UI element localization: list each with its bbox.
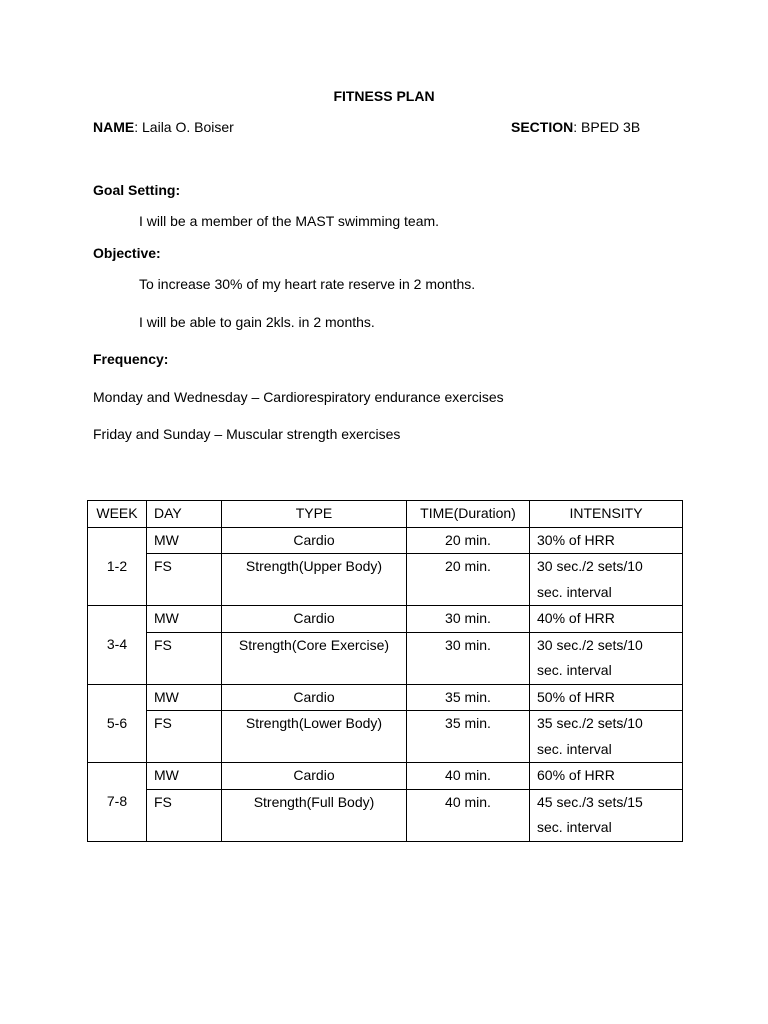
fitness-plan-table: [87, 500, 683, 842]
intensity-line: sec. interval: [537, 583, 612, 600]
intensity-line: sec. interval: [537, 662, 612, 678]
table-row: [88, 632, 683, 684]
table-row: [88, 684, 683, 711]
header-day: DAY: [147, 501, 222, 528]
document-title: FITNESS PLAN: [333, 88, 435, 104]
section-label: SECTION: [511, 119, 574, 135]
intensity-cell: 60% of HRR: [530, 763, 683, 790]
day-cell: MW: [147, 684, 222, 711]
intensity-cell: 50% of HRR: [530, 684, 683, 711]
table-row: [88, 527, 683, 554]
intensity-line: sec. interval: [537, 740, 612, 757]
day-cell: MW: [147, 606, 222, 633]
intensity-cell: [530, 554, 683, 606]
week-cell: 7-8: [88, 763, 147, 842]
header-intensity: INTENSITY: [530, 501, 683, 528]
type-cell: Cardio: [222, 763, 407, 790]
section-value: : BPED 3B: [573, 119, 641, 135]
objective-heading: Objective:: [93, 245, 161, 261]
time-cell: 30 min.: [407, 606, 530, 633]
type-cell: Strength(Full Body): [222, 789, 407, 841]
goal-setting-heading: Goal Setting:: [93, 182, 181, 198]
table-header-row: [88, 501, 683, 528]
day-cell: FS: [147, 632, 222, 684]
section-line: [511, 120, 640, 134]
table-row: [88, 789, 683, 841]
intensity-cell: 40% of HRR: [530, 606, 683, 633]
intensity-cell: 30% of HRR: [530, 527, 683, 554]
day-cell: MW: [147, 763, 222, 790]
time-cell: 20 min.: [407, 527, 530, 554]
type-cell: Strength(Upper Body): [222, 554, 407, 606]
intensity-line: sec. interval: [537, 819, 612, 835]
type-cell: Cardio: [222, 684, 407, 711]
time-cell: 35 min.: [407, 711, 530, 763]
type-cell: Cardio: [222, 527, 407, 554]
time-cell: 40 min.: [407, 763, 530, 790]
day-cell: FS: [147, 711, 222, 763]
day-cell: MW: [147, 527, 222, 554]
type-cell: Strength(Core Exercise): [222, 632, 407, 684]
table-row: [88, 606, 683, 633]
name-label: NAME: [93, 119, 135, 135]
table-row: [88, 711, 683, 763]
type-cell: Strength(Lower Body): [222, 711, 407, 763]
name-value: : Laila O. Boiser: [134, 119, 234, 135]
name-line: [93, 120, 234, 134]
day-cell: FS: [147, 789, 222, 841]
time-cell: 35 min.: [407, 684, 530, 711]
intensity-line: 45 sec./3 sets/15: [537, 793, 643, 810]
week-cell: 5-6: [88, 684, 147, 763]
frequency-heading: Frequency:: [93, 351, 169, 367]
table-row: [88, 763, 683, 790]
objective-item: I will be able to gain 2kls. in 2 months.: [139, 314, 375, 330]
table-row: [88, 554, 683, 606]
time-cell: 20 min.: [407, 554, 530, 606]
intensity-cell: [530, 632, 683, 684]
intensity-line: 30 sec./2 sets/10: [537, 636, 643, 653]
header-week: WEEK: [88, 501, 147, 528]
header-type: TYPE: [222, 501, 407, 528]
week-cell: 3-4: [88, 606, 147, 685]
intensity-line: 30 sec./2 sets/10: [537, 558, 643, 574]
time-cell: 40 min.: [407, 789, 530, 841]
time-cell: 30 min.: [407, 632, 530, 684]
week-cell: 1-2: [88, 527, 147, 606]
frequency-item: Monday and Wednesday – Cardiorespiratory endurance exercises: [93, 389, 504, 405]
goal-text: I will be a member of the MAST swimming team.: [139, 213, 440, 229]
day-cell: FS: [147, 554, 222, 606]
objective-item: To increase 30% of my heart rate reserve in 2 months.: [139, 276, 476, 292]
intensity-cell: [530, 789, 683, 841]
intensity-cell: [530, 711, 683, 763]
frequency-item: Friday and Sunday – Muscular strength exercises: [93, 426, 401, 442]
header-time: TIME(Duration): [407, 501, 530, 528]
intensity-line: 35 sec./2 sets/10: [537, 715, 643, 731]
type-cell: Cardio: [222, 606, 407, 633]
